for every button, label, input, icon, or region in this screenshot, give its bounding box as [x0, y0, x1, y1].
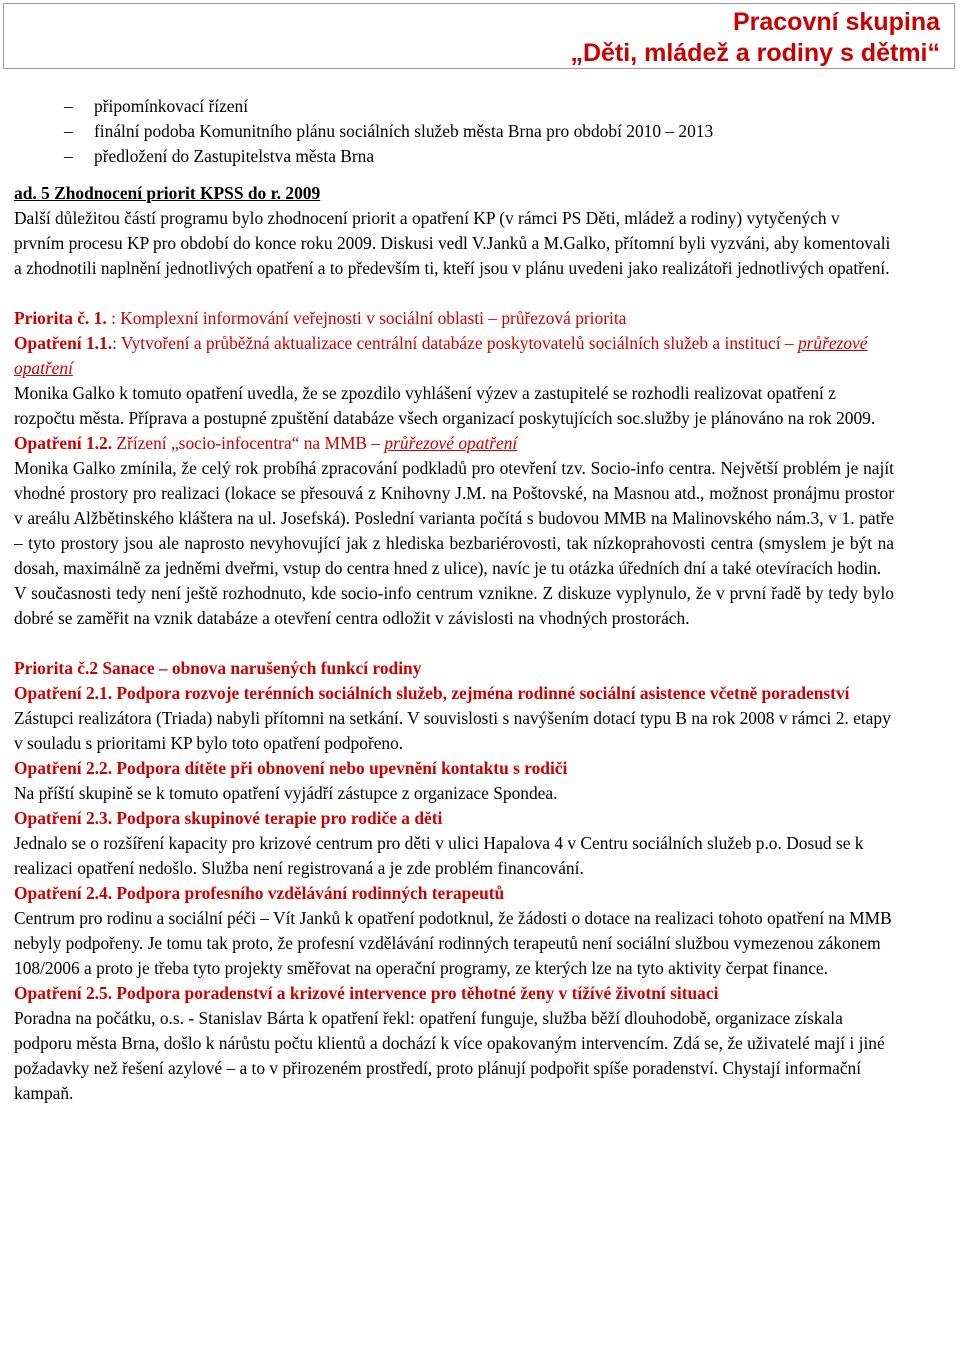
header-title-line2: „Děti, mládež a rodiny s dětmi“: [570, 39, 940, 67]
priority-1-label: Priorita č. 1.: [14, 308, 107, 328]
measure-2-2-heading: [14, 756, 894, 781]
ad5-heading: ad. 5 Zhodnocení priorit KPSS do r. 2009: [14, 183, 321, 203]
measure-2-1-title: Podpora rozvoje terénních sociálních služeb, zejména rodinné sociální asistence včetně poradenství: [112, 683, 850, 703]
measure-1-2-body-2: V současnosti tedy není ještě rozhodnuto, kde socio-info centrum vznikne. Z diskuze vyplynulo, že v první řadě by tedy bylo dobré se zaměřit na vznik databáze a otevření centra odložit v závislosti na vhodných prostorách.: [14, 583, 894, 628]
agenda-bullet-list: [14, 94, 894, 169]
bullet-item: – finální podoba Komunitního plánu sociálních služeb města Brna pro období 2010 – 2013: [14, 119, 894, 144]
measure-2-2-title: Podpora dítěte při obnovení nebo upevnění kontaktu s rodiči: [112, 758, 568, 778]
priority-2-heading: Priorita č.2 Sanace – obnova narušených funkcí rodiny: [14, 658, 422, 678]
measure-2-1-body: Zástupci realizátora (Triada) nabyli přítomni na setkání. V souvislosti s navýšením dotací typu B na rok 2008 v rámci 2. etapy v souladu s prioritami KP bylo toto opatření podpořeno.: [14, 708, 891, 753]
measure-2-5-body: Poradna na počátku, o.s. - Stanislav Bárta k opatření řekl: opatření funguje, služba běží dlouhodobě, organizace získala podporu města Brna, došlo k nárůstu počtu klientů a dochází k více opakovaným intervencím. Zdá se, že uživatelé mají i jiné požadavky než řešení azylové – a to v přirozeném prostředí, proto plánují podpořit spíše poradenství. Chystají informační kampaň.: [14, 1008, 885, 1103]
measure-2-1-heading: [14, 681, 894, 706]
measure-2-2-label: Opatření 2.2.: [14, 758, 113, 778]
measure-2-3-heading: [14, 806, 894, 831]
measure-1-2-label: Opatření 1.2.: [14, 433, 113, 453]
measure-2-4-heading: [14, 881, 894, 906]
measure-2-3-title: Podpora skupinové terapie pro rodiče a děti: [112, 808, 443, 828]
measure-2-5-title: Podpora poradenství a krizové intervence pro těhotné ženy v tížívé životní situaci: [112, 983, 719, 1003]
measure-1-1-title: : Vytvoření a průběžná aktualizace centrální databáze poskytovatelů sociálních služeb a institucí –: [112, 333, 798, 353]
measure-1-2-body: Monika Galko zmínila, že celý rok probíhá zpracování podkladů pro otevření tzv. Socio-info centra. Největší problém je najít vhodné prostory pro realizaci (lokace se přesouvá z Knihovny J.M. na Poštovské, na Masnou atd., možnost pronájmu prostor v areálu Alžbětinského kláštera na ul. Josefská). Poslední varianta počítá s budovou MMB na Malinovského nám.3, v 1. patře – tyto prostory jsou ale naprosto nevyhovující jak z hlediska bezbariérovosti, tak nízkoprahovosti centra (smyslem je být na dosah, maximálně za jedněmi dveřmi, vstup do centra hned z ulice), navíc je tu otázka úředních dní a také otevíracích hodin.: [14, 458, 894, 578]
measure-2-2-body: Na příští skupině se k tomuto opatření vyjádří zástupce z organizace Spondea.: [14, 783, 558, 803]
measure-2-4-title: Podpora profesního vzdělávání rodinných terapeutů: [112, 883, 505, 903]
measure-2-5-heading: [14, 981, 894, 1006]
bullet-item: – připomínkovací řízení: [14, 94, 894, 119]
measure-1-1-label: Opatření 1.1.: [14, 333, 113, 353]
measure-2-3-body: Jednalo se o rozšíření kapacity pro krizové centrum pro děti v ulici Hapalova 4 v Centru sociálních služeb p.o. Dosud se k realizaci opatření nedošlo. Služba není registrovaná a je zde problém financování.: [14, 833, 864, 878]
measure-1-2-heading: [14, 431, 894, 456]
document-body: [14, 94, 894, 1106]
header-title-line1: Pracovní skupina: [732, 8, 940, 36]
measure-2-1-label: Opatření 2.1.: [14, 683, 113, 703]
measure-2-4-body: Centrum pro rodinu a sociální péči – Vít Janků k opatření podotknul, že žádosti o dotace na realizaci tohoto opatření na MMB nebyly podpořeny. Je tomu tak proto, že profesní vzdělávání rodinných terapeutů není sociální službou vymezenou zákonem 108/2006 a proto je třeba tyto projekty směřovat na operační programy, ze kterých lze na tyto aktivity čerpat finance.: [14, 908, 892, 978]
measure-2-3-label: Opatření 2.3.: [14, 808, 113, 828]
measure-1-1-tag: průřezové opatření: [14, 333, 868, 378]
measure-1-2-title: Zřízení „socio-infocentra“ na MMB –: [112, 433, 385, 453]
priority-1-heading: [14, 306, 894, 331]
measure-2-4-label: Opatření 2.4.: [14, 883, 113, 903]
measure-2-5-label: Opatření 2.5.: [14, 983, 113, 1003]
measure-1-1-heading: [14, 331, 894, 381]
priority-1-title: : Komplexní informování veřejnosti v sociální oblasti – průřezová priorita: [106, 308, 627, 328]
measure-1-1-body: Monika Galko k tomuto opatření uvedla, že se zpozdilo vyhlášení výzev a zastupitelé se rozhodli realizovat opatření z rozpočtu města. Příprava a postupné zpuštění databáze všech organizací poskytujících soc.služby je plánováno na rok 2009.: [14, 383, 876, 428]
measure-1-2-tag: průřezové opatření: [384, 433, 518, 453]
document-header: [3, 3, 955, 69]
ad5-body: Další důležitou částí programu bylo zhodnocení priorit a opatření KP (v rámci PS Děti, mládež a rodiny) vytyčených v prvním procesu KP pro období do konce roku 2009. Diskusi vedl V.Janků a M.Galko, přítomní byli vyzváni, aby komentovali a zhodnotili naplnění jednotlivých opatření a to především ti, kteří jsou v plánu uvedeni jako realizátoři jednotlivých opatření.: [14, 208, 891, 278]
bullet-item: – předložení do Zastupitelstva města Brna: [14, 144, 894, 169]
